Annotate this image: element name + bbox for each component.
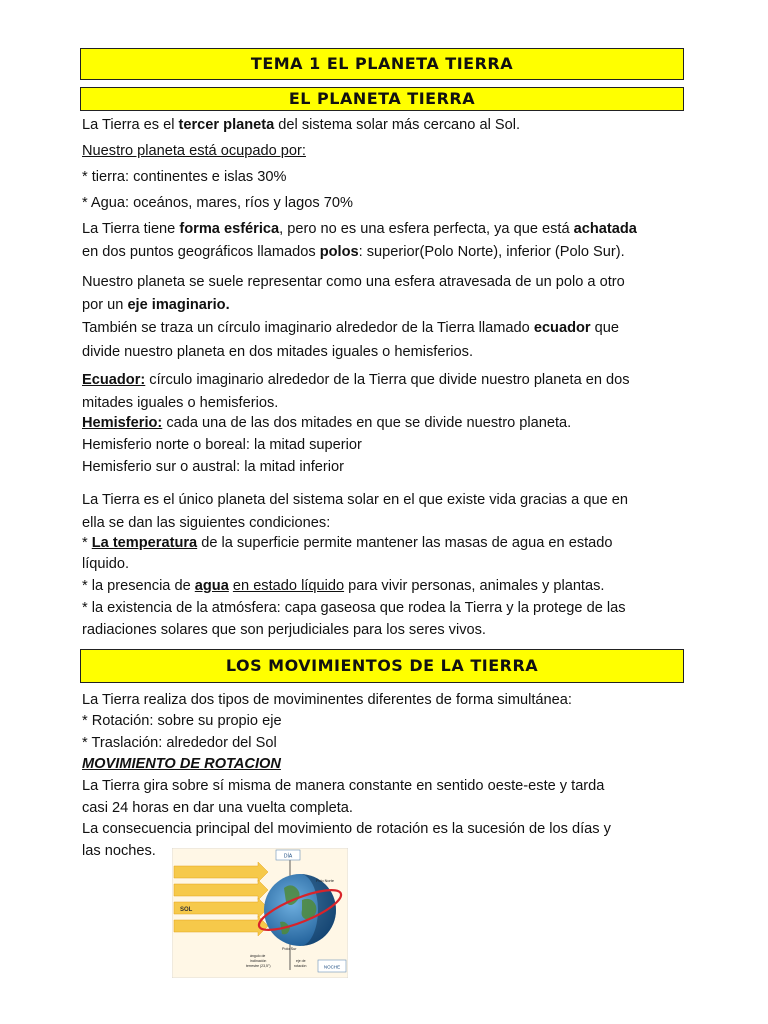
text-line: líquido. bbox=[82, 556, 130, 572]
text-line: La Tierra es el tercer planeta del sistema solar más cercano al Sol. bbox=[82, 117, 521, 133]
text-line: Hemisferio sur o austral: la mitad inferior bbox=[82, 459, 344, 475]
section-heading-planeta: EL PLANETA TIERRA bbox=[80, 87, 684, 111]
text-line: * La temperatura de la superficie permite mantener las masas de agua en estado bbox=[82, 535, 613, 551]
text-line: La Tierra tiene forma esférica, pero no es una esfera perfecta, ya que está achatada bbox=[82, 221, 637, 237]
sun-label: SOL bbox=[180, 907, 193, 913]
text-line: mitades iguales o hemisferios. bbox=[82, 395, 279, 411]
text-line: La Tierra es el único planeta del sistema solar en el que existe vida gracias a que en bbox=[82, 492, 628, 508]
tilt-label-line1: ángulo de bbox=[250, 954, 266, 958]
night-label: NOCHE bbox=[323, 964, 341, 970]
text-line: Ecuador: círculo imaginario alrededor de la Tierra que divide nuestro planeta en dos bbox=[82, 372, 630, 388]
tilt-label-line3: terrestre (23,5°) bbox=[246, 964, 271, 968]
text-line: También se traza un círculo imaginario alrededor de la Tierra llamado ecuador que bbox=[82, 320, 620, 336]
north-pole-label: Polo Norte bbox=[316, 879, 334, 883]
text-line: * Agua: oceános, mares, ríos y lagos 70% bbox=[82, 195, 353, 211]
text-line: La Tierra realiza dos tipos de moviminentes diferentes de forma simultánea: bbox=[82, 692, 572, 708]
text-line: Nuestro planeta está ocupado por: bbox=[82, 143, 306, 159]
text-line: * tierra: continentes e islas 30% bbox=[82, 169, 287, 185]
text-line: por un eje imaginario. bbox=[82, 297, 230, 313]
south-pole-label: Polo Sur bbox=[282, 947, 297, 951]
axis-label-line1: eje de bbox=[296, 959, 306, 963]
rotation-diagram bbox=[172, 848, 348, 978]
text-line: * Traslación: alrededor del Sol bbox=[82, 735, 277, 751]
text-line: * la presencia de agua en estado líquido para vivir personas, animales y plantas. bbox=[82, 578, 605, 594]
page-title: TEMA 1 EL PLANETA TIERRA bbox=[80, 48, 684, 80]
tilt-label-line2: inclinación bbox=[250, 959, 267, 963]
text-line: radiaciones solares que son perjudiciales para los seres vivos. bbox=[82, 622, 486, 638]
text-line: * la existencia de la atmósfera: capa gaseosa que rodea la Tierra y la protege de las bbox=[82, 600, 626, 616]
text-line: divide nuestro planeta en dos mitades iguales o hemisferios. bbox=[82, 344, 474, 360]
text-line: Hemisferio: cada una de las dos mitades en que se divide nuestro planeta. bbox=[82, 415, 572, 431]
text-line: * Rotación: sobre su propio eje bbox=[82, 713, 282, 729]
text-line: Hemisferio norte o boreal: la mitad superior bbox=[82, 437, 362, 453]
text-line: La consecuencia principal del movimiento de rotación es la sucesión de los días y bbox=[82, 821, 611, 837]
day-label: DÍA bbox=[283, 853, 293, 860]
text-line: en dos puntos geográficos llamados polos: superior(Polo Norte), inferior (Polo Sur). bbox=[82, 244, 625, 260]
text-line: ella se dan las siguientes condiciones: bbox=[82, 515, 331, 531]
section-heading-movimientos: LOS MOVIMIENTOS DE LA TIERRA bbox=[80, 649, 684, 683]
text-line: Nuestro planeta se suele representar como una esfera atravesada de un polo a otro bbox=[82, 274, 625, 290]
text-line: casi 24 horas en dar una vuelta completa. bbox=[82, 800, 353, 816]
axis-label-line2: rotación bbox=[294, 964, 307, 968]
subheading-rotacion: MOVIMIENTO DE ROTACION bbox=[82, 756, 281, 772]
text-line: La Tierra gira sobre sí misma de manera constante en sentido oeste-este y tarda bbox=[82, 778, 605, 794]
text-line: las noches. bbox=[82, 843, 156, 859]
